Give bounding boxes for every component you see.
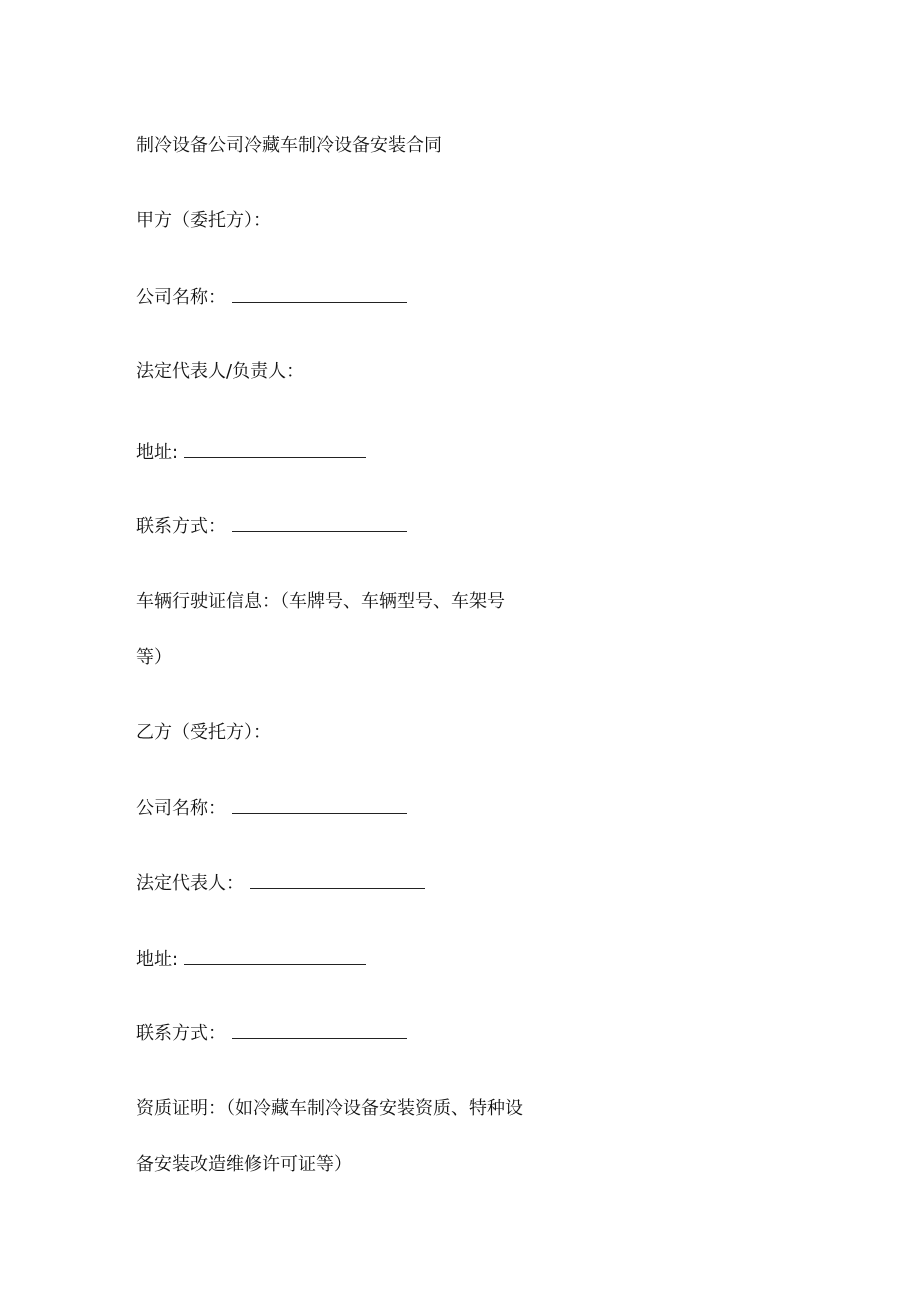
party-a-address-row <box>136 441 366 464</box>
party-b-legal-rep-blank <box>250 872 425 889</box>
document-title: 制冷设备公司冷藏车制冷设备安装合同 <box>136 135 442 156</box>
party-b-qualification-line1: 资质证明：（如冷藏车制冷设备安装资质、特种设 <box>136 1098 523 1119</box>
party-a-address-label: 地址: <box>136 442 179 463</box>
party-b-legal-rep-row <box>136 872 425 895</box>
party-a-vehicle-info-line2: 等） <box>136 647 172 668</box>
party-a-contact-label: 联系方式： <box>136 516 226 537</box>
party-a-contact-row <box>136 515 407 538</box>
party-b-contact-label: 联系方式： <box>136 1023 226 1044</box>
party-a-vehicle-info-line1: 车辆行驶证信息：（车牌号、车辆型号、车架号 <box>136 591 505 612</box>
party-b-address-blank <box>184 948 366 965</box>
party-a-company-name-label: 公司名称： <box>136 287 226 308</box>
party-b-company-name-label: 公司名称： <box>136 798 226 819</box>
party-b-company-name-row <box>136 797 407 820</box>
party-b-contact-row <box>136 1022 407 1045</box>
party-b-legal-rep-label: 法定代表人： <box>136 873 244 894</box>
party-a-company-name-blank <box>232 286 407 303</box>
party-a-heading: 甲方（委托方）： <box>136 210 271 231</box>
party-b-qualification-line2: 备安装改造维修许可证等） <box>136 1154 352 1175</box>
party-a-address-blank <box>184 441 366 458</box>
party-b-company-name-blank <box>232 797 407 814</box>
party-a-contact-blank <box>232 515 407 532</box>
party-b-heading: 乙方（受托方）： <box>136 722 271 743</box>
party-b-address-row <box>136 948 366 971</box>
party-a-company-name-row <box>136 286 407 309</box>
party-a-legal-rep-label: 法定代表人/负责人： <box>136 361 305 382</box>
party-b-contact-blank <box>232 1022 407 1039</box>
party-b-address-label: 地址: <box>136 949 179 970</box>
